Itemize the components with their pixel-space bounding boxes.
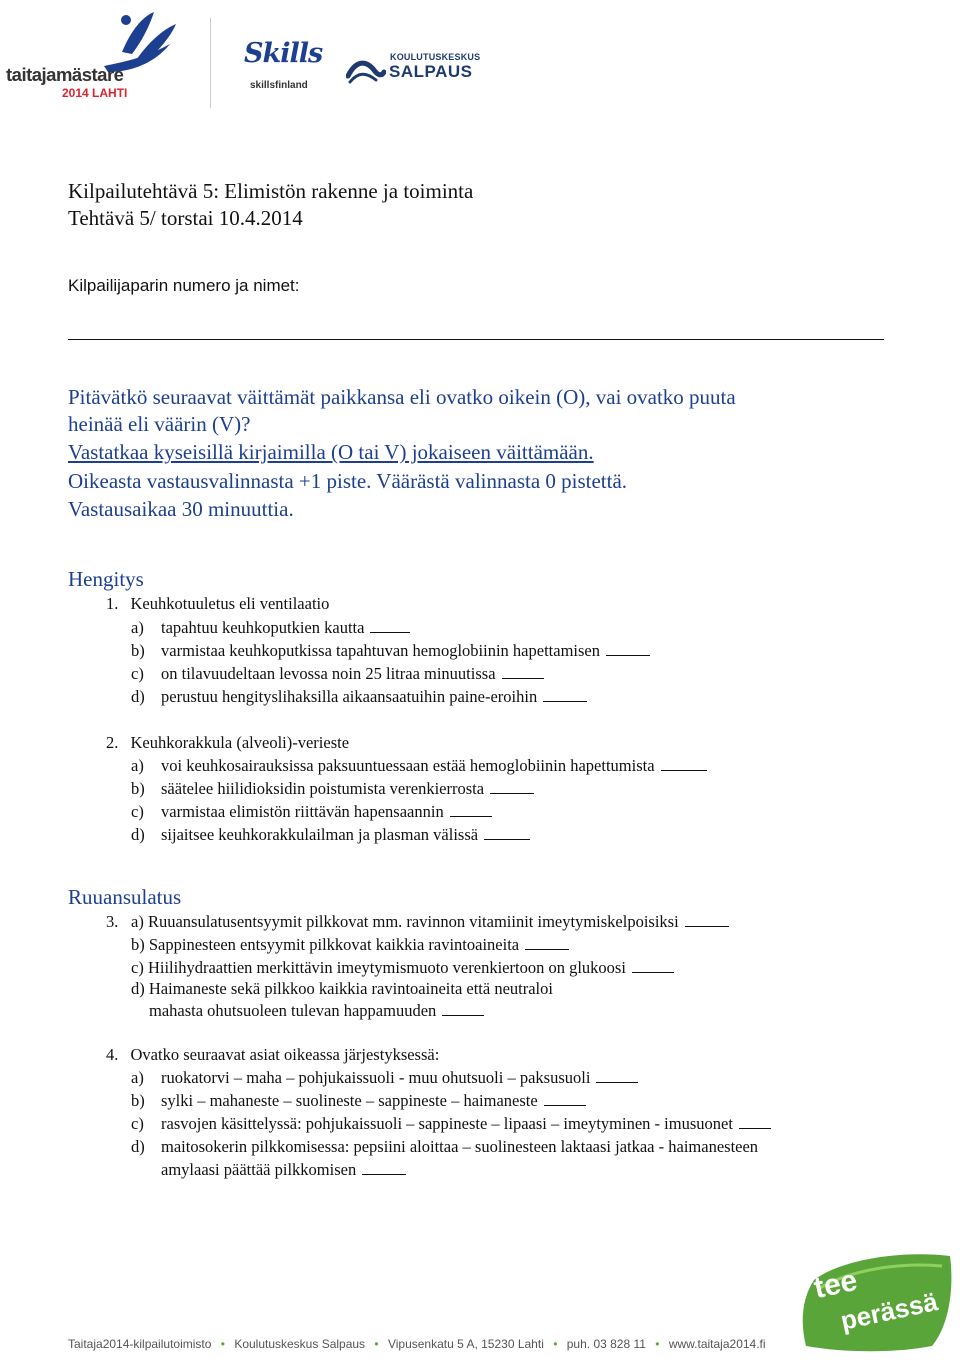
q1-number: 1. [106, 594, 119, 613]
q1-option-b [131, 641, 650, 661]
q4-d-label: d) [131, 1137, 145, 1156]
footer-address: Vipusenkatu 5 A, 15230 Lahti [387, 1337, 544, 1351]
instructions-line-4: Oikeasta vastausvalinnasta +1 piste. Väärästä valinnasta 0 pistettä. [68, 469, 628, 493]
q3-option-d [131, 979, 553, 999]
taitaja-logo [4, 8, 180, 98]
skills-finland-text: skillsfinland [250, 80, 308, 91]
q2-b-label: b) [131, 779, 145, 798]
q2-option-a [131, 756, 707, 776]
q3-option-a [106, 912, 729, 932]
q4-b-text: sylki – mahaneste – suolineste – sappineste – haimaneste [161, 1091, 538, 1110]
q1-option-c [131, 664, 544, 684]
q1-option-d [131, 687, 587, 707]
q4-c-label: c) [131, 1114, 144, 1133]
perassa-wordmark: perässä [837, 1286, 941, 1336]
q2-number: 2. [106, 733, 119, 752]
salpaus-wordmark: SALPAUS [389, 62, 473, 81]
q1-d-label: d) [131, 687, 145, 706]
q3-option-b [131, 935, 569, 955]
salpaus-wave-icon [346, 56, 386, 86]
footer-phone: puh. 03 828 11 [566, 1337, 646, 1351]
q2-option-c [131, 802, 492, 822]
q3-c-text: c) Hiilihydraattien merkittävin imeytymismuoto verenkiertoon on glukoosi [131, 958, 626, 977]
skills-finland-logo [244, 38, 334, 98]
q1-c-label: c) [131, 664, 144, 683]
q4-option-a [131, 1068, 638, 1088]
salpaus-logo [346, 50, 486, 90]
instructions-line-1: Pitävätkö seuraavat väittämät paikkansa eli ovatko oikein (O), vai ovatko puuta [68, 385, 736, 409]
q4-option-d-continued [161, 1160, 406, 1180]
q1-a-label: a) [131, 618, 144, 637]
q2-c-text: varmistaa elimistön riittävän hapensaannin [161, 802, 444, 821]
q1-d-text: perustuu hengityslihaksilla aikaansaatuihin paine-eroihin [161, 687, 538, 706]
logo-divider-1 [210, 18, 211, 108]
q4-c-answer-blank[interactable] [739, 1127, 771, 1129]
contestants-label: Kilpailijaparin numero ja nimet: [68, 276, 300, 295]
q3-b-text: b) Sappinesteen entsyymit pilkkovat kaikkia ravintoaineita [131, 935, 520, 954]
salpaus-kicker: KOULUTUSKESKUS [390, 52, 481, 62]
q1-c-text: on tilavuudeltaan levossa noin 25 litraa minuutissa [161, 664, 496, 683]
q4-c-text: rasvojen käsittelyssä: pohjukaissuoli – sappineste – lipaasi – imeytyminen - imusuonet [161, 1114, 733, 1133]
q1-title: Keuhkotuuletus eli ventilaatio [130, 594, 330, 613]
footer-separator: • [374, 1337, 379, 1351]
q4-option-b [131, 1091, 586, 1111]
q2-a-text: voi keuhkosairauksissa paksuuntuessaan estää hemoglobiinin hapettumista [161, 756, 655, 775]
q2-b-text: säätelee hiilidioksidin poistumista verenkierrosta [161, 779, 485, 798]
q4-b-label: b) [131, 1091, 145, 1110]
q3-a-text: a) Ruuansulatusentsyymit pilkkovat mm. ravinnon vitamiinit imeytymiskelpoisiksi [131, 912, 679, 931]
tee-perassa-logo [800, 1246, 956, 1356]
q2-option-d [131, 825, 530, 845]
q4-d-answer-blank[interactable] [362, 1173, 406, 1175]
footer-separator: • [553, 1337, 558, 1351]
q2-title: Keuhkorakkula (alveoli)-verieste [130, 733, 350, 752]
taitaja-year-city: 2014 LAHTI [62, 86, 128, 100]
instructions-line-2: heinää eli väärin (V)? [68, 412, 251, 436]
q3-d-text-line-1: d) Haimaneste sekä pilkkoo kaikkia ravintoaineita että neutraloi [131, 979, 553, 998]
footer [68, 1337, 766, 1351]
footer-school: Koulutuskeskus Salpaus [234, 1337, 366, 1351]
q2-d-answer-blank[interactable] [484, 838, 530, 840]
q4-a-text: ruokatorvi – maha – pohjukaissuoli - muu ohutsuoli – paksusuoli [161, 1068, 591, 1087]
q1-c-answer-blank[interactable] [502, 677, 544, 679]
footer-separator: • [220, 1337, 225, 1351]
q1-d-answer-blank[interactable] [543, 700, 587, 702]
q2-c-label: c) [131, 802, 144, 821]
q4-number: 4. [106, 1045, 119, 1064]
q2-a-label: a) [131, 756, 144, 775]
q2-d-label: d) [131, 825, 145, 844]
instructions-line-5: Vastausaikaa 30 minuuttia. [68, 497, 294, 521]
q4-option-c [131, 1114, 771, 1134]
q3-c-answer-blank[interactable] [632, 971, 674, 973]
q2-d-text: sijaitsee keuhkorakkulailman ja plasman välissä [161, 825, 479, 844]
q3-number: 3. [106, 912, 119, 931]
q2-c-answer-blank[interactable] [450, 815, 492, 817]
q1-a-answer-blank[interactable] [370, 631, 410, 633]
q1-heading [106, 594, 329, 614]
section-heading-hengitys: Hengitys [68, 567, 144, 591]
contestants-name-line[interactable] [68, 339, 884, 340]
q1-b-label: b) [131, 641, 145, 660]
task-title: Kilpailutehtävä 5: Elimistön rakenne ja toiminta [68, 179, 474, 203]
q3-option-d-continued [149, 1001, 484, 1021]
q3-a-answer-blank[interactable] [685, 925, 729, 927]
q4-b-answer-blank[interactable] [544, 1104, 586, 1106]
footer-separator: • [655, 1337, 660, 1351]
q3-d-answer-blank[interactable] [442, 1014, 484, 1016]
q4-d-text-line-2: amylaasi päättää pilkkomisen [161, 1160, 357, 1179]
q4-d-text-line-1: maitosokerin pilkkomisessa: pepsiini aloittaa – suolinesteen laktaasi jatkaa - haimanesteen [161, 1137, 759, 1156]
q2-heading [106, 733, 349, 753]
q3-b-answer-blank[interactable] [525, 948, 569, 950]
q4-option-d [131, 1137, 758, 1157]
taitaja-wordmark: taitajamästare [6, 64, 124, 85]
instructions-line-3: Vastatkaa kyseisillä kirjaimilla (O tai V) jokaiseen väittämään. [68, 440, 594, 464]
q4-a-label: a) [131, 1068, 144, 1087]
tee-wordmark: tee [810, 1263, 861, 1306]
q2-option-b [131, 779, 534, 799]
q3-d-text-line-2: mahasta ohutsuoleen tulevan happamuuden [149, 1001, 437, 1020]
footer-office: Taitaja2014-kilpailutoimisto [68, 1337, 212, 1351]
q1-option-a [131, 618, 410, 638]
footer-website-link[interactable]: www.taitaja2014.fi [668, 1337, 766, 1351]
skills-wordmark: Skills [244, 38, 323, 69]
q4-heading [106, 1045, 439, 1065]
task-subtitle: Tehtävä 5/ torstai 10.4.2014 [68, 206, 303, 230]
q1-a-text: tapahtuu keuhkoputkien kautta [161, 618, 365, 637]
q1-b-text: varmistaa keuhkoputkissa tapahtuvan hemoglobiinin hapettamisen [161, 641, 600, 660]
q4-a-answer-blank[interactable] [596, 1081, 638, 1083]
q2-a-answer-blank[interactable] [661, 769, 707, 771]
q1-b-answer-blank[interactable] [606, 654, 650, 656]
q3-option-c [131, 958, 674, 978]
section-heading-ruuansulatus: Ruuansulatus [68, 885, 182, 909]
q2-b-answer-blank[interactable] [490, 792, 534, 794]
q4-title: Ovatko seuraavat asiat oikeassa järjestyksessä: [130, 1045, 440, 1064]
